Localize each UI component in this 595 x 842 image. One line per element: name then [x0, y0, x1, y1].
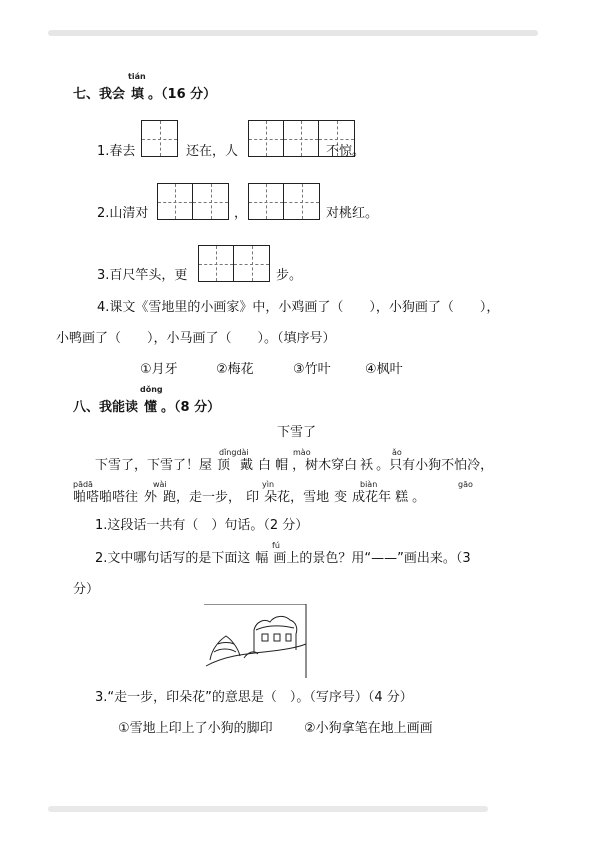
house-window [262, 634, 268, 641]
snow-ground [206, 644, 306, 666]
grid-cell[interactable] [284, 121, 319, 156]
q1-text-a: 1.春去 [97, 144, 136, 159]
house-window [274, 634, 280, 641]
section8-heading [73, 385, 221, 415]
sec8-q1: 1.这段话一共有（ ）句话。（2 分） [95, 518, 309, 533]
word-fu: 幅 [255, 551, 269, 566]
snow-bush [244, 652, 258, 658]
section8-heading-post: 。（8 分） [161, 400, 221, 415]
grid-cell[interactable] [284, 184, 319, 219]
q1-text-b: 还在，人 [186, 144, 239, 159]
snow-roof [256, 626, 294, 630]
passage-line1 [95, 458, 493, 474]
passage-seg: 白 [258, 458, 272, 473]
pinyin-dingdai: dǐngdài [219, 448, 249, 457]
section8-heading-pre: 八、我能读 [73, 400, 139, 415]
word-ao: 袄 [360, 458, 374, 473]
option-4: ④枫叶 [365, 362, 403, 377]
q2-seg: 2.文中哪句话写的是下面这 [95, 551, 251, 566]
grid-cell[interactable] [234, 246, 269, 281]
word-yin: 印 [246, 490, 260, 505]
option-3: ③竹叶 [293, 362, 331, 377]
q2-blank-grid-2[interactable] [248, 183, 320, 220]
option-1: ①月牙 [140, 362, 178, 377]
grid-cell[interactable] [142, 121, 177, 156]
word-gao: 糕 [395, 490, 409, 505]
section7-heading-post: 。（16 分） [148, 87, 217, 102]
q4-line2: 小鸭画了（ ），小马画了（ ）。（填序号） [56, 331, 336, 346]
pinyin-bian: biàn [360, 480, 378, 489]
snow-tree-left [210, 636, 240, 660]
q3-text-b: 步。 [276, 268, 303, 283]
passage-seg: 朵花，雪地 [264, 490, 330, 505]
pinyin-ao: ǎo [392, 448, 402, 457]
q2-seg: 画上的景色？用“——”画出来。（3 [273, 551, 471, 566]
q2-text-c: 对桃红。 [326, 206, 379, 221]
sec8-q3-option2: ②小狗拿笔在地上画画 [304, 721, 433, 736]
word-wai: 外 [144, 490, 158, 505]
q3-text-a: 3.百尺竿头，更 [97, 268, 188, 283]
q4-line1: 4.课文《雪地里的小画家》中，小鸡画了（ ），小狗画了（ ）， [97, 300, 500, 315]
passage-seg: 下雪了，下雪了！屋 [95, 458, 213, 473]
snow-tree-layer [214, 649, 236, 652]
word-dai: 戴 [240, 458, 254, 473]
pinyin-fu: fú [272, 541, 280, 550]
passage-seg: ，树木穿白 [292, 458, 358, 473]
pinyin-tian: tián [128, 72, 146, 81]
snow-scene-illustration [204, 604, 308, 680]
snow-tree-layer [218, 643, 234, 645]
passage-seg: 。 [412, 490, 426, 505]
sec8-q2-line1 [95, 551, 471, 567]
passage-title: 下雪了 [277, 425, 317, 440]
pinyin-wai: wài [153, 480, 167, 489]
pinyin-pada: pādā [73, 480, 93, 489]
section7-heading [73, 72, 217, 102]
pinyin-mao: mào [293, 448, 311, 457]
sec8-q3: 3.“走一步，印朵花”的意思是（ ）。（写序号）（4 分） [95, 690, 413, 705]
word-ding: 顶 [217, 458, 231, 473]
passage-seg: 成花年 [352, 490, 392, 505]
pinyin-yin: yìn [262, 480, 275, 489]
footer-smudge [48, 806, 488, 812]
word-bian: 变 [334, 490, 348, 505]
q2-text-b: ， [234, 206, 248, 221]
passage-line2 [73, 490, 425, 506]
q1-text-c: 不惊。 [326, 144, 366, 159]
passage-seg: 。只有小狗不怕冷， [376, 458, 494, 473]
char-dong: 懂 [144, 400, 158, 415]
q3-blank-grid[interactable] [198, 245, 270, 282]
option-2: ②梅花 [216, 362, 254, 377]
q2-text-a: 2.山清对 [97, 206, 149, 221]
passage-seg: 跑，走一步， [163, 490, 242, 505]
header-smudge [48, 30, 538, 36]
pinyin-dong: dǒng [140, 385, 163, 394]
char-tian: 填 [131, 87, 145, 102]
house-window [286, 634, 291, 641]
grid-cell[interactable] [199, 246, 234, 281]
q1-blank-grid-1[interactable] [141, 120, 178, 157]
sec8-q2-line2: 分） [73, 582, 100, 597]
sec8-q3-option1: ①雪地上印上了小狗的脚印 [118, 721, 273, 736]
grid-cell[interactable] [249, 184, 284, 219]
word-mao: 帽 [275, 458, 289, 473]
passage-seg: 啪嗒啪嗒往 [73, 490, 139, 505]
grid-cell[interactable] [158, 184, 193, 219]
pinyin-gao: gāo [458, 480, 473, 489]
section7-heading-pre: 七、我会 [73, 87, 126, 102]
grid-cell[interactable] [249, 121, 284, 156]
q2-blank-grid-1[interactable] [157, 183, 229, 220]
grid-cell[interactable] [193, 184, 228, 219]
